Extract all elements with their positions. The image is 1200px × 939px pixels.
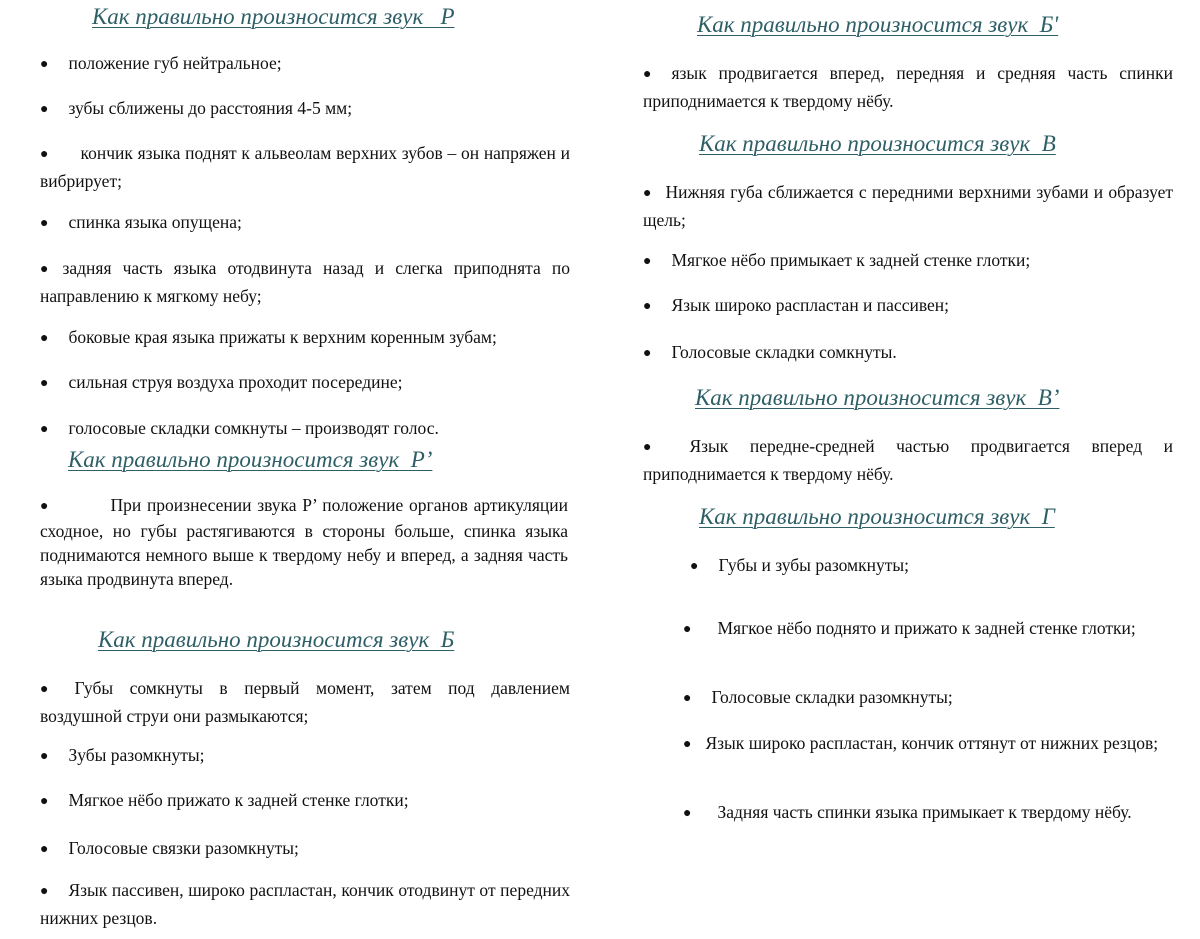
list-item <box>40 675 570 729</box>
list-item <box>643 60 1173 114</box>
bullet-icon: ● <box>683 737 692 752</box>
bullet-icon: ● <box>683 622 692 637</box>
bullet-icon: ● <box>40 216 49 231</box>
list-item-text: Зубы разомкнуты; <box>68 745 205 765</box>
bullet-icon: ● <box>40 842 49 857</box>
bullet-icon: ● <box>643 346 652 361</box>
list-item-text: Мягкое нёбо прижато к задней стенке глотки; <box>68 790 409 810</box>
list-item <box>40 742 570 770</box>
section-heading: Как правильно произносится звук Б' <box>697 12 1059 37</box>
list-item-text: Губы и зубы разомкнуты; <box>718 555 910 575</box>
section-heading: Как правильно произносится звук В <box>699 131 1056 156</box>
list-item-text: Мягкое нёбо примыкает к задней стенке глотки; <box>671 250 1031 270</box>
list-item-text: Задняя часть спинки языка примыкает к твердому нёбу. <box>717 802 1132 822</box>
list-item <box>683 730 1165 758</box>
bullet-icon: ● <box>40 102 49 117</box>
list-item <box>683 615 1165 643</box>
list-item-text: Голосовые связки разомкнуты; <box>68 838 299 858</box>
bullet-icon: ● <box>683 691 692 706</box>
list-item <box>643 247 1173 275</box>
list-item-text: Язык широко распластан, кончик оттянут от нижних резцов; <box>705 733 1159 753</box>
bullet-icon: ● <box>40 499 49 514</box>
list-item <box>643 179 1173 233</box>
bullet-icon: ● <box>643 440 652 455</box>
list-item <box>40 255 570 309</box>
bullet-icon: ● <box>40 376 49 391</box>
list-item-text: Язык передне-средней частью продвигается вперед и приподнимается к твердому нёбу. <box>643 436 1173 484</box>
list-item-text: язык продвигается вперед, передняя и средняя часть спинки приподнимается к твердому нёбу. <box>643 63 1173 111</box>
bullet-icon: ● <box>40 749 49 764</box>
bullet-icon: ● <box>40 422 49 437</box>
bullet-icon: ● <box>690 559 699 574</box>
list-item-text: Голосовые складки разомкнуты; <box>711 687 953 707</box>
list-item-text: спинка языка опущена; <box>68 212 242 232</box>
list-item-text: Язык широко распластан и пассивен; <box>671 295 949 315</box>
list-item <box>643 292 1173 320</box>
section-heading: Как правильно произносится звук Б <box>98 627 455 652</box>
list-item <box>683 684 1165 712</box>
list-item <box>40 415 570 443</box>
bullet-icon: ● <box>643 67 652 82</box>
bullet-icon: ● <box>643 299 652 314</box>
list-item-text: При произнесении звука Р’ положение органов артикуляции сходное, но губы растягиваются в стороны больше, спинка языка поднимаются немного выше к твердому небу и вперед, а задняя часть языка продвинута вперед. <box>40 495 568 589</box>
list-item <box>690 552 1165 580</box>
bullet-icon: ● <box>40 331 49 346</box>
list-item-text: задняя часть языка отодвинута назад и слегка приподнята по направлению к мягкому небу; <box>40 258 570 306</box>
list-item-text: зубы сближены до расстояния 4-5 мм; <box>68 98 353 118</box>
list-item <box>40 835 570 863</box>
list-item-text: кончик языка поднят к альвеолам верхних зубов – он напряжен и вибрирует; <box>40 143 570 191</box>
section-heading: Как правильно произносится звук Г <box>699 504 1055 529</box>
bullet-icon: ● <box>643 186 652 201</box>
bullet-icon: ● <box>40 884 49 899</box>
list-item <box>40 95 570 123</box>
bullet-icon: ● <box>40 57 49 72</box>
list-item <box>40 877 570 931</box>
list-item <box>643 433 1173 487</box>
list-item-text: положение губ нейтральное; <box>68 53 282 73</box>
list-item <box>683 799 1165 827</box>
bullet-icon: ● <box>40 147 49 162</box>
list-item-text: Мягкое нёбо поднято и прижато к задней стенке глотки; <box>717 618 1136 638</box>
list-item-text: Голосовые складки сомкнуты. <box>671 342 897 362</box>
list-item <box>40 493 568 591</box>
bullet-icon: ● <box>683 806 692 821</box>
list-item <box>40 369 570 397</box>
list-item-text: голосовые складки сомкнуты – производят голос. <box>68 418 439 438</box>
list-item <box>40 787 570 815</box>
list-item-text: Губы сомкнуты в первый момент, затем под давлением воздушной струи они размыкаются; <box>40 678 570 726</box>
list-item-text: боковые края языка прижаты к верхним коренным зубам; <box>68 327 497 347</box>
list-item <box>40 324 570 352</box>
list-item-text: Нижняя губа сближается с передними верхними зубами и образует щель; <box>643 182 1173 230</box>
section-heading: Как правильно произносится звук Р’ <box>68 447 433 472</box>
bullet-icon: ● <box>40 794 49 809</box>
section-heading: Как правильно произносится звук Р <box>92 4 455 29</box>
list-item-text: сильная струя воздуха проходит посередине; <box>68 372 403 392</box>
section-heading: Как правильно произносится звук В’ <box>695 385 1060 410</box>
list-item-text: Язык пассивен, широко распластан, кончик отодвинут от передних нижних резцов. <box>40 880 570 928</box>
bullet-icon: ● <box>40 682 49 697</box>
list-item <box>643 339 1173 367</box>
list-item <box>40 140 570 194</box>
bullet-icon: ● <box>40 262 49 277</box>
bullet-icon: ● <box>643 254 652 269</box>
list-item <box>40 50 570 78</box>
list-item <box>40 209 570 237</box>
